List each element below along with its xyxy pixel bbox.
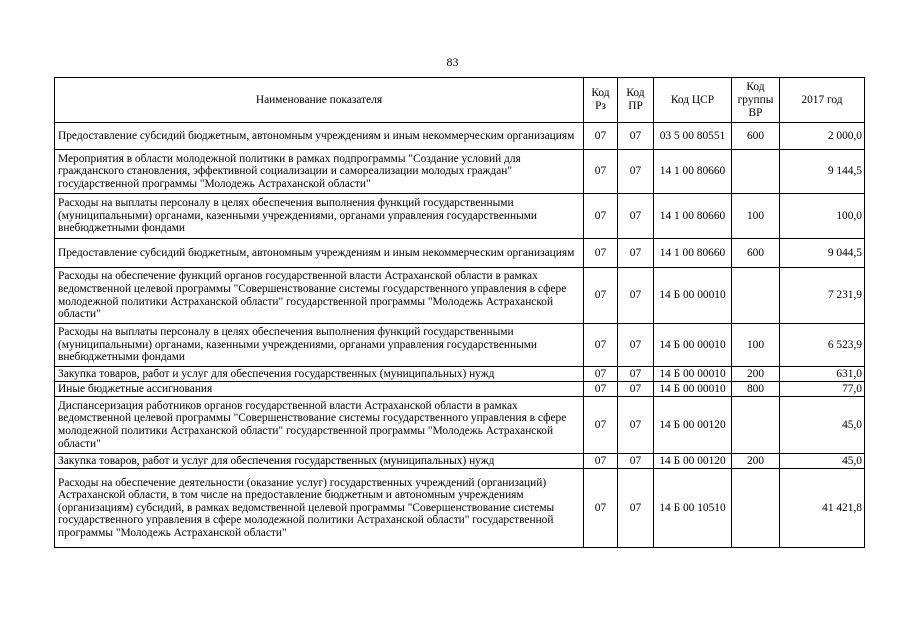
cell-rz: 07 bbox=[584, 239, 618, 268]
cell-rz: 07 bbox=[584, 469, 618, 548]
cell-rz: 07 bbox=[584, 123, 618, 150]
header-sum: 2017 год bbox=[780, 78, 865, 123]
cell-csr: 14 Б 00 00010 bbox=[654, 367, 732, 382]
cell-csr: 14 Б 00 00010 bbox=[654, 268, 732, 324]
table-row bbox=[55, 150, 865, 194]
header-pr: Код ПР bbox=[618, 78, 654, 123]
cell-pr: 07 bbox=[618, 150, 654, 194]
cell-csr: 14 1 00 80660 bbox=[654, 239, 732, 268]
cell-vr: 200 bbox=[732, 454, 780, 469]
cell-csr: 14 Б 00 10510 bbox=[654, 469, 732, 548]
table-row bbox=[55, 268, 865, 324]
cell-sum: 41 421,8 bbox=[780, 469, 865, 548]
cell-sum: 100,0 bbox=[780, 194, 865, 239]
cell-name: Расходы на выплаты персоналу в целях обеспечения выполнения функций государственными (муниципальными) органами, казенными учреждениями, органами управления государственными внебюджетными фондами bbox=[55, 194, 584, 239]
table-body bbox=[55, 123, 865, 548]
cell-sum: 45,0 bbox=[780, 397, 865, 454]
cell-pr: 07 bbox=[618, 382, 654, 397]
header-name: Наименование показателя bbox=[55, 78, 584, 123]
cell-pr: 07 bbox=[618, 239, 654, 268]
cell-vr: 800 bbox=[732, 382, 780, 397]
cell-rz: 07 bbox=[584, 382, 618, 397]
cell-name: Закупка товаров, работ и услуг для обеспечения государственных (муниципальных) нужд bbox=[55, 454, 584, 469]
header-csr: Код ЦСР bbox=[654, 78, 732, 123]
cell-name: Предоставление субсидий бюджетным, автономным учреждениям и иным некоммерческим организациям bbox=[55, 123, 584, 150]
cell-rz: 07 bbox=[584, 367, 618, 382]
cell-csr: 14 1 00 80660 bbox=[654, 194, 732, 239]
table-row bbox=[55, 397, 865, 454]
cell-sum: 2 000,0 bbox=[780, 123, 865, 150]
cell-sum: 77,0 bbox=[780, 382, 865, 397]
cell-rz: 07 bbox=[584, 150, 618, 194]
cell-csr: 14 1 00 80660 bbox=[654, 150, 732, 194]
cell-vr bbox=[732, 268, 780, 324]
cell-vr: 600 bbox=[732, 123, 780, 150]
cell-sum: 6 523,9 bbox=[780, 324, 865, 367]
cell-sum: 9 144,5 bbox=[780, 150, 865, 194]
cell-name: Расходы на обеспечение функций органов государственной власти Астраханской области в рамках ведомственной целевой программы "Совершенствование системы государственного управления в сфере молодежной политики Астраханской области" государственной программы "Молодежь Астраханской области" bbox=[55, 268, 584, 324]
cell-name: Иные бюджетные ассигнования bbox=[55, 382, 584, 397]
header-vr: Код группы ВР bbox=[732, 78, 780, 123]
cell-name: Закупка товаров, работ и услуг для обеспечения государственных (муниципальных) нужд bbox=[55, 367, 584, 382]
cell-sum: 45,0 bbox=[780, 454, 865, 469]
table-row bbox=[55, 382, 865, 397]
cell-vr bbox=[732, 397, 780, 454]
cell-pr: 07 bbox=[618, 397, 654, 454]
cell-rz: 07 bbox=[584, 194, 618, 239]
cell-csr: 14 Б 00 00120 bbox=[654, 397, 732, 454]
cell-csr: 14 Б 00 00010 bbox=[654, 382, 732, 397]
table-header bbox=[55, 78, 865, 123]
cell-vr: 600 bbox=[732, 239, 780, 268]
cell-sum: 631,0 bbox=[780, 367, 865, 382]
budget-table bbox=[54, 77, 865, 548]
cell-pr: 07 bbox=[618, 123, 654, 150]
cell-vr: 100 bbox=[732, 194, 780, 239]
cell-vr bbox=[732, 469, 780, 548]
cell-pr: 07 bbox=[618, 324, 654, 367]
cell-pr: 07 bbox=[618, 367, 654, 382]
cell-csr: 14 Б 00 00010 bbox=[654, 324, 732, 367]
cell-vr: 100 bbox=[732, 324, 780, 367]
cell-rz: 07 bbox=[584, 268, 618, 324]
cell-pr: 07 bbox=[618, 454, 654, 469]
cell-csr: 14 Б 00 00120 bbox=[654, 454, 732, 469]
cell-csr: 03 5 00 80551 bbox=[654, 123, 732, 150]
cell-rz: 07 bbox=[584, 454, 618, 469]
cell-pr: 07 bbox=[618, 194, 654, 239]
cell-name: Диспансеризация работников органов государственной власти Астраханской области в рамках ведомственной целевой программы "Совершенствование системы государственного управления в сфере молодежной политики Астраханской области" государственной программы "Молодежь Астраханской области" bbox=[55, 397, 584, 454]
table-row bbox=[55, 239, 865, 268]
cell-name: Предоставление субсидий бюджетным, автономным учреждениям и иным некоммерческим организациям bbox=[55, 239, 584, 268]
cell-pr: 07 bbox=[618, 268, 654, 324]
cell-rz: 07 bbox=[584, 324, 618, 367]
cell-sum: 9 044,5 bbox=[780, 239, 865, 268]
header-rz: Код Рз bbox=[584, 78, 618, 123]
cell-vr: 200 bbox=[732, 367, 780, 382]
cell-name: Мероприятия в области молодежной политики в рамках подпрограммы "Создание условий для гражданского становления, эффективной социализации и самореализации молодых граждан" государственной программы "Молодежь Астраханской области" bbox=[55, 150, 584, 194]
cell-pr: 07 bbox=[618, 469, 654, 548]
cell-rz: 07 bbox=[584, 397, 618, 454]
table-row bbox=[55, 367, 865, 382]
page-number: 83 bbox=[446, 55, 459, 69]
table-row bbox=[55, 454, 865, 469]
cell-name: Расходы на выплаты персоналу в целях обеспечения выполнения функций государственными (муниципальными) органами, казенными учреждениями, органами управления государственными внебюджетными фондами bbox=[55, 324, 584, 367]
table-row bbox=[55, 469, 865, 548]
table-row bbox=[55, 194, 865, 239]
cell-name: Расходы на обеспечение деятельности (оказание услуг) государственных учреждений (организаций) Астраханской области, в том числе на предоставление бюджетным и автономным учреждениям (организациям) субсидий, в рамках ведомственной целевой программы "Совершенствование системы государственного управления в сфере молодежной политики Астраханской области" государственной программы "Молодежь Астраханской области" bbox=[55, 469, 584, 548]
cell-sum: 7 231,9 bbox=[780, 268, 865, 324]
table-row bbox=[55, 324, 865, 367]
table-row bbox=[55, 123, 865, 150]
cell-vr bbox=[732, 150, 780, 194]
